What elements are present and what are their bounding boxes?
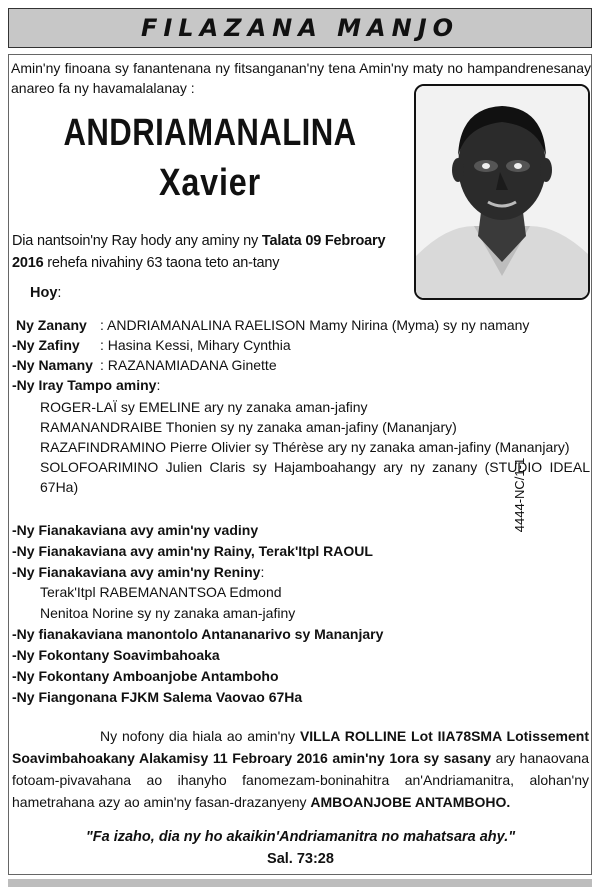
hoy-label: Hoy: xyxy=(30,285,62,301)
namany-value: : RAZANAMIADANA Ginette xyxy=(100,357,277,373)
relative-row-zanany xyxy=(12,315,590,335)
fianakaviana-rainy: -Ny Fianakaviana avy amin'ny Rainy, Terak'Itpl RAOUL xyxy=(12,543,373,559)
relative-row-namany xyxy=(12,355,590,375)
notice-title: FILAZANA MANJO xyxy=(140,14,460,42)
zafiny-value: : Hasina Kessi, Mihary Cynthia xyxy=(100,337,291,353)
fianakaviana-reniny: -Ny Fianakaviana avy amin'ny Reniny: xyxy=(12,564,265,580)
fianakaviana-reniny-label: -Ny Fianakaviana avy amin'ny Reniny xyxy=(12,564,261,580)
zafiny-label: -Ny Zafiny xyxy=(12,337,80,353)
footer-bar xyxy=(8,879,592,887)
reference-code: 4444-NC/1-1 xyxy=(512,457,527,533)
fokontany-amboanjobe: -Ny Fokontany Amboanjobe Antamboho xyxy=(12,668,279,684)
death-suffix: rehefa nivahiny 63 taona teto an-tany xyxy=(43,255,280,271)
portrait-image xyxy=(416,86,588,298)
scripture-reference: Sal. 73:28 xyxy=(267,851,334,867)
closing-paragraph xyxy=(12,725,589,813)
reniny-item: Nenitoa Norine sy ny zanaka aman-jafiny xyxy=(40,605,296,621)
death-announcement xyxy=(12,230,412,274)
relative-row-iray-tampo: -Ny Iray Tampo aminy: xyxy=(12,377,161,393)
zanany-value: : ANDRIAMANALINA RAELISON Mamy Nirina (Myma) sy ny namany xyxy=(100,317,530,333)
fiangonana: -Ny Fiangonana FJKM Salema Vaovao 67Ha xyxy=(12,689,303,705)
portrait-photo xyxy=(414,84,590,300)
fianakaviana-manontolo: -Ny fianakaviana manontolo Antananarivo sy Mananjary xyxy=(12,626,384,642)
scripture-quote: "Fa izaho, dia ny ho akaikin'Andriamanitra no mahatsara ahy." xyxy=(85,829,516,845)
intro-text: Amin'ny finoana sy fanantenana ny fitsanganan'ny tena Amin'ny maty no hampandrenesanay anareo fa ny havamalalanay : xyxy=(11,60,591,96)
fokontany-soavimbahoaka: -Ny Fokontany Soavimbahoaka xyxy=(12,647,220,663)
iray-tampo-item: ROGER-LAÏ sy EMELINE ary ny zanaka aman-jafiny xyxy=(40,399,368,415)
deceased-given-name: Xavier xyxy=(158,162,262,204)
relative-row-zafiny xyxy=(12,335,590,355)
iray-tampo-item: SOLOFOARIMINO Julien Claris sy Hajamboahangy ary ny zanany (STUDIO IDEAL 67Ha) xyxy=(40,459,590,495)
iray-tampo-item: RAMANANDRAIBE Thonien sy ny zanaka aman-jafiny (Mananjary) xyxy=(40,419,457,435)
closing-part2: ary hanaovana fotoam-pivavahana ao ihanyho fanomezam-boninahitra an'Andriamanitra, alohan'ny hametrahana azy ao amin'ny fasan-drazanyeny xyxy=(12,750,589,810)
namany-label: -Ny Namany xyxy=(12,357,93,373)
fianakaviana-vadiny: -Ny Fianakaviana avy amin'ny vadiny xyxy=(12,522,259,538)
closing-part1: Ny nofony dia hiala ao amin'ny xyxy=(100,728,300,744)
death-date: Talata 09 Febroary 2016 xyxy=(12,233,386,271)
zanany-label: Ny Zanany xyxy=(16,317,87,333)
iray-tampo-label: -Ny Iray Tampo aminy xyxy=(12,377,157,393)
reniny-item: Terak'Itpl RABEMANANTSOA Edmond xyxy=(40,584,282,600)
death-prefix: Dia nantsoin'ny Ray hody any aminy ny xyxy=(12,233,262,249)
notice-header xyxy=(8,8,592,48)
deceased-surname: ANDRIAMANALINA xyxy=(63,112,357,154)
iray-tampo-item: RAZAFINDRAMINO Pierre Olivier sy Thérèse ary ny zanaka aman-jafiny (Mananjary) xyxy=(40,439,570,455)
closing-burial-place: AMBOANJOBE ANTAMBOHO. xyxy=(310,794,511,810)
closing-location: VILLA ROLLINE Lot IIA78SMA Lotissement Soavimbahoakany Alakamisy 11 Febroary 2016 amin'ny 1ora sy sasany xyxy=(12,728,590,766)
